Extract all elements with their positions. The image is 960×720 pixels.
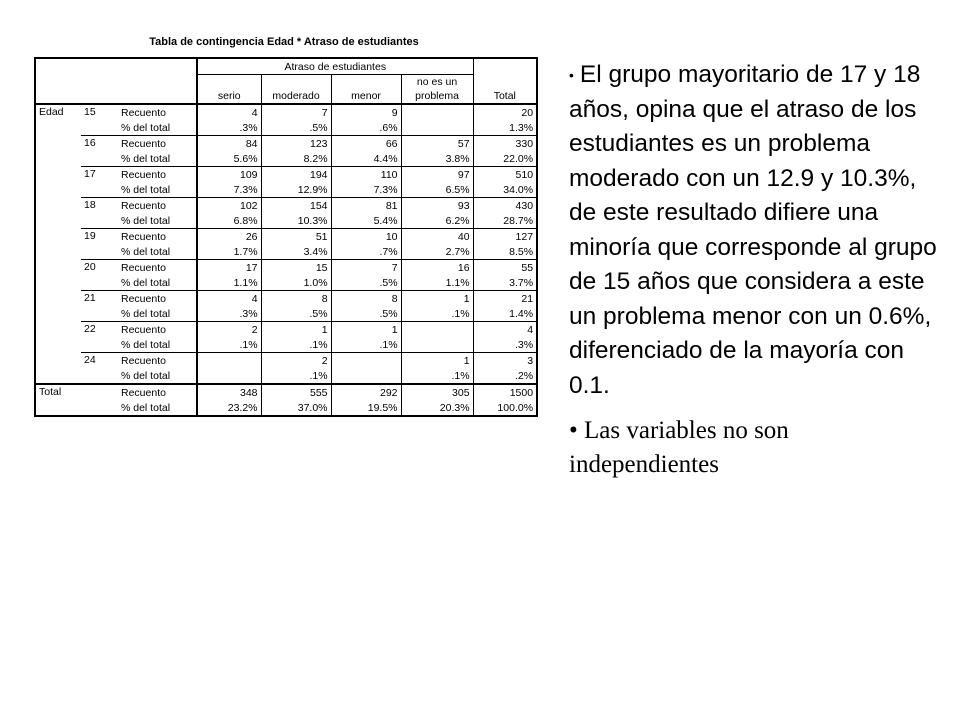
column-group-header: Atraso de estudiantes <box>197 58 473 75</box>
value-cell: .1% <box>261 337 331 353</box>
measure-label: Recuento <box>121 106 166 119</box>
value-cell: 510 <box>473 167 537 183</box>
value-cell: 2 <box>261 353 331 369</box>
value-cell: 110 <box>331 167 401 183</box>
value-cell: 37.0% <box>261 400 331 416</box>
bullet-2: • Las variables no son independientes <box>569 417 789 479</box>
value-cell: 1.4% <box>473 306 537 322</box>
value-cell: .3% <box>473 337 537 353</box>
measure-label: % del total <box>121 183 171 196</box>
value-cell: 28.7% <box>473 213 537 229</box>
header-row <box>35 58 537 75</box>
value-cell: 1.3% <box>473 120 537 136</box>
value-cell: 93 <box>401 198 473 214</box>
column-header-text: no es un <box>416 76 458 88</box>
value-cell: .1% <box>401 306 473 322</box>
value-cell: 1 <box>261 322 331 338</box>
value-cell: 2.7% <box>401 244 473 260</box>
value-cell: 154 <box>261 198 331 214</box>
measure-label: % del total <box>121 338 171 351</box>
value-cell: 5.4% <box>331 213 401 229</box>
value-cell: 330 <box>473 136 537 152</box>
table-row <box>35 384 537 400</box>
value-cell: 1.1% <box>197 275 261 291</box>
value-cell: 6.2% <box>401 213 473 229</box>
column-header-text: serio <box>217 90 241 102</box>
value-cell: 555 <box>261 384 331 400</box>
column-header <box>401 75 473 105</box>
value-cell: 9 <box>331 104 401 120</box>
value-cell: 100.0% <box>473 400 537 416</box>
bullet-dot: • <box>569 67 574 84</box>
measure-label: % del total <box>121 214 171 227</box>
value-cell: .6% <box>331 120 401 136</box>
age-label: 20 <box>81 260 118 291</box>
value-cell: 3.8% <box>401 151 473 167</box>
value-cell: 123 <box>261 136 331 152</box>
value-cell: 22.0% <box>473 151 537 167</box>
value-cell: 1.0% <box>261 275 331 291</box>
value-cell: 102 <box>197 198 261 214</box>
value-cell: 1.1% <box>401 275 473 291</box>
column-header-text: menor <box>351 90 381 102</box>
value-cell: 305 <box>401 384 473 400</box>
value-cell: 23.2% <box>197 400 261 416</box>
value-cell: 15 <box>261 260 331 276</box>
value-cell: 20.3% <box>401 400 473 416</box>
value-cell: 19.5% <box>331 400 401 416</box>
value-cell: 4.4% <box>331 151 401 167</box>
value-cell: 8.2% <box>261 151 331 167</box>
value-cell: 17 <box>197 260 261 276</box>
measure-label: Recuento <box>118 384 197 400</box>
age-label: 15 <box>84 106 96 118</box>
age-label: 19 <box>81 229 118 260</box>
value-cell: .1% <box>331 337 401 353</box>
value-cell: 4 <box>473 322 537 338</box>
column-header <box>331 75 401 105</box>
value-cell: 97 <box>401 167 473 183</box>
value-cell <box>331 353 401 369</box>
measure-label: % del total <box>121 121 171 134</box>
value-cell: 1.7% <box>197 244 261 260</box>
value-cell: 16 <box>401 260 473 276</box>
value-cell: .3% <box>197 120 261 136</box>
value-cell: 51 <box>261 229 331 245</box>
header-corner <box>35 58 197 104</box>
table-row <box>35 260 537 276</box>
measure-label: Recuento <box>118 229 197 245</box>
table-row <box>35 104 537 120</box>
commentary <box>569 58 939 482</box>
value-cell: 430 <box>473 198 537 214</box>
measure-label: % del total <box>121 369 171 382</box>
value-cell: 55 <box>473 260 537 276</box>
value-cell: 12.9% <box>261 182 331 198</box>
value-cell: 3.7% <box>473 275 537 291</box>
value-cell: 40 <box>401 229 473 245</box>
age-label: 17 <box>81 167 118 198</box>
value-cell: 3 <box>473 353 537 369</box>
value-cell: 1 <box>401 291 473 307</box>
value-cell: 7 <box>261 104 331 120</box>
value-cell: 20 <box>473 104 537 120</box>
value-cell: 109 <box>197 167 261 183</box>
value-cell: 127 <box>473 229 537 245</box>
age-label: 18 <box>81 198 118 229</box>
value-cell: 8 <box>261 291 331 307</box>
value-cell: 10 <box>331 229 401 245</box>
value-cell: 194 <box>261 167 331 183</box>
value-cell: 1 <box>331 322 401 338</box>
measure-label: % del total <box>121 152 171 165</box>
value-cell: 2 <box>197 322 261 338</box>
value-cell <box>401 322 473 338</box>
value-cell: .1% <box>261 368 331 384</box>
value-cell: 7.3% <box>197 182 261 198</box>
value-cell: .2% <box>473 368 537 384</box>
value-cell <box>401 104 473 120</box>
table-title: Tabla de contingencia Edad * Atraso de estudiantes <box>149 36 419 48</box>
measure-label: % del total <box>121 245 171 258</box>
bullet-1 <box>569 58 939 403</box>
value-cell: 4 <box>197 291 261 307</box>
value-cell: 66 <box>331 136 401 152</box>
table-row <box>35 291 537 307</box>
measure-label: % del total <box>121 276 171 289</box>
value-cell <box>197 353 261 369</box>
value-cell: 292 <box>331 384 401 400</box>
value-cell: 7 <box>331 260 401 276</box>
row-variable-label: Edad <box>39 106 64 118</box>
table-row <box>35 353 537 369</box>
value-cell: .3% <box>197 306 261 322</box>
value-cell <box>331 368 401 384</box>
value-cell: .1% <box>401 368 473 384</box>
measure-label: Recuento <box>118 260 197 276</box>
value-cell: .5% <box>261 306 331 322</box>
age-label: 24 <box>81 353 118 385</box>
column-header <box>261 75 331 105</box>
value-cell <box>401 337 473 353</box>
age-label: 16 <box>81 136 118 167</box>
measure-label: Recuento <box>118 136 197 152</box>
value-cell <box>197 368 261 384</box>
value-cell: 84 <box>197 136 261 152</box>
age-label: 21 <box>81 291 118 322</box>
measure-label: Recuento <box>118 167 197 183</box>
value-cell: 5.6% <box>197 151 261 167</box>
value-cell: 57 <box>401 136 473 152</box>
column-header-total: Total <box>473 58 537 104</box>
value-cell: 10.3% <box>261 213 331 229</box>
table-row <box>35 167 537 183</box>
value-cell: 1 <box>401 353 473 369</box>
column-header <box>197 75 261 105</box>
measure-label: Recuento <box>118 198 197 214</box>
column-header-text: moderado <box>272 90 320 102</box>
bullet-1-text: El grupo mayoritario de 17 y 18 años, opina que el atraso de los estudiantes es un problema moderado con un 12.9 y 10.3%, de este resultado difiere una minoría que corresponde al grupo de 15 años que considera a este un problema menor con un 0.6%, diferenciado de la mayoría con 0.1. <box>569 61 937 399</box>
value-cell: 8.5% <box>473 244 537 260</box>
value-cell: 3.4% <box>261 244 331 260</box>
measure-label: Recuento <box>118 353 197 369</box>
measure-label: Recuento <box>118 291 197 307</box>
value-cell: 348 <box>197 384 261 400</box>
value-cell: 6.5% <box>401 182 473 198</box>
measure-label: % del total <box>121 307 171 320</box>
contingency-table <box>34 57 538 417</box>
table-row <box>35 136 537 152</box>
measure-label: Recuento <box>118 322 197 338</box>
value-cell: .7% <box>331 244 401 260</box>
measure-label: % del total <box>121 401 171 414</box>
table-row <box>35 322 537 338</box>
value-cell: 21 <box>473 291 537 307</box>
age-label: 22 <box>81 322 118 353</box>
value-cell: 34.0% <box>473 182 537 198</box>
value-cell <box>401 120 473 136</box>
value-cell: 1500 <box>473 384 537 400</box>
value-cell: 4 <box>197 104 261 120</box>
value-cell: .5% <box>331 306 401 322</box>
table-row <box>35 229 537 245</box>
value-cell: .5% <box>261 120 331 136</box>
value-cell: 26 <box>197 229 261 245</box>
table-row <box>35 198 537 214</box>
column-header-text: problema <box>415 90 459 102</box>
value-cell: .5% <box>331 275 401 291</box>
value-cell: .1% <box>197 337 261 353</box>
value-cell: 6.8% <box>197 213 261 229</box>
total-row-label: Total <box>35 384 118 416</box>
value-cell: 8 <box>331 291 401 307</box>
value-cell: 7.3% <box>331 182 401 198</box>
value-cell: 81 <box>331 198 401 214</box>
